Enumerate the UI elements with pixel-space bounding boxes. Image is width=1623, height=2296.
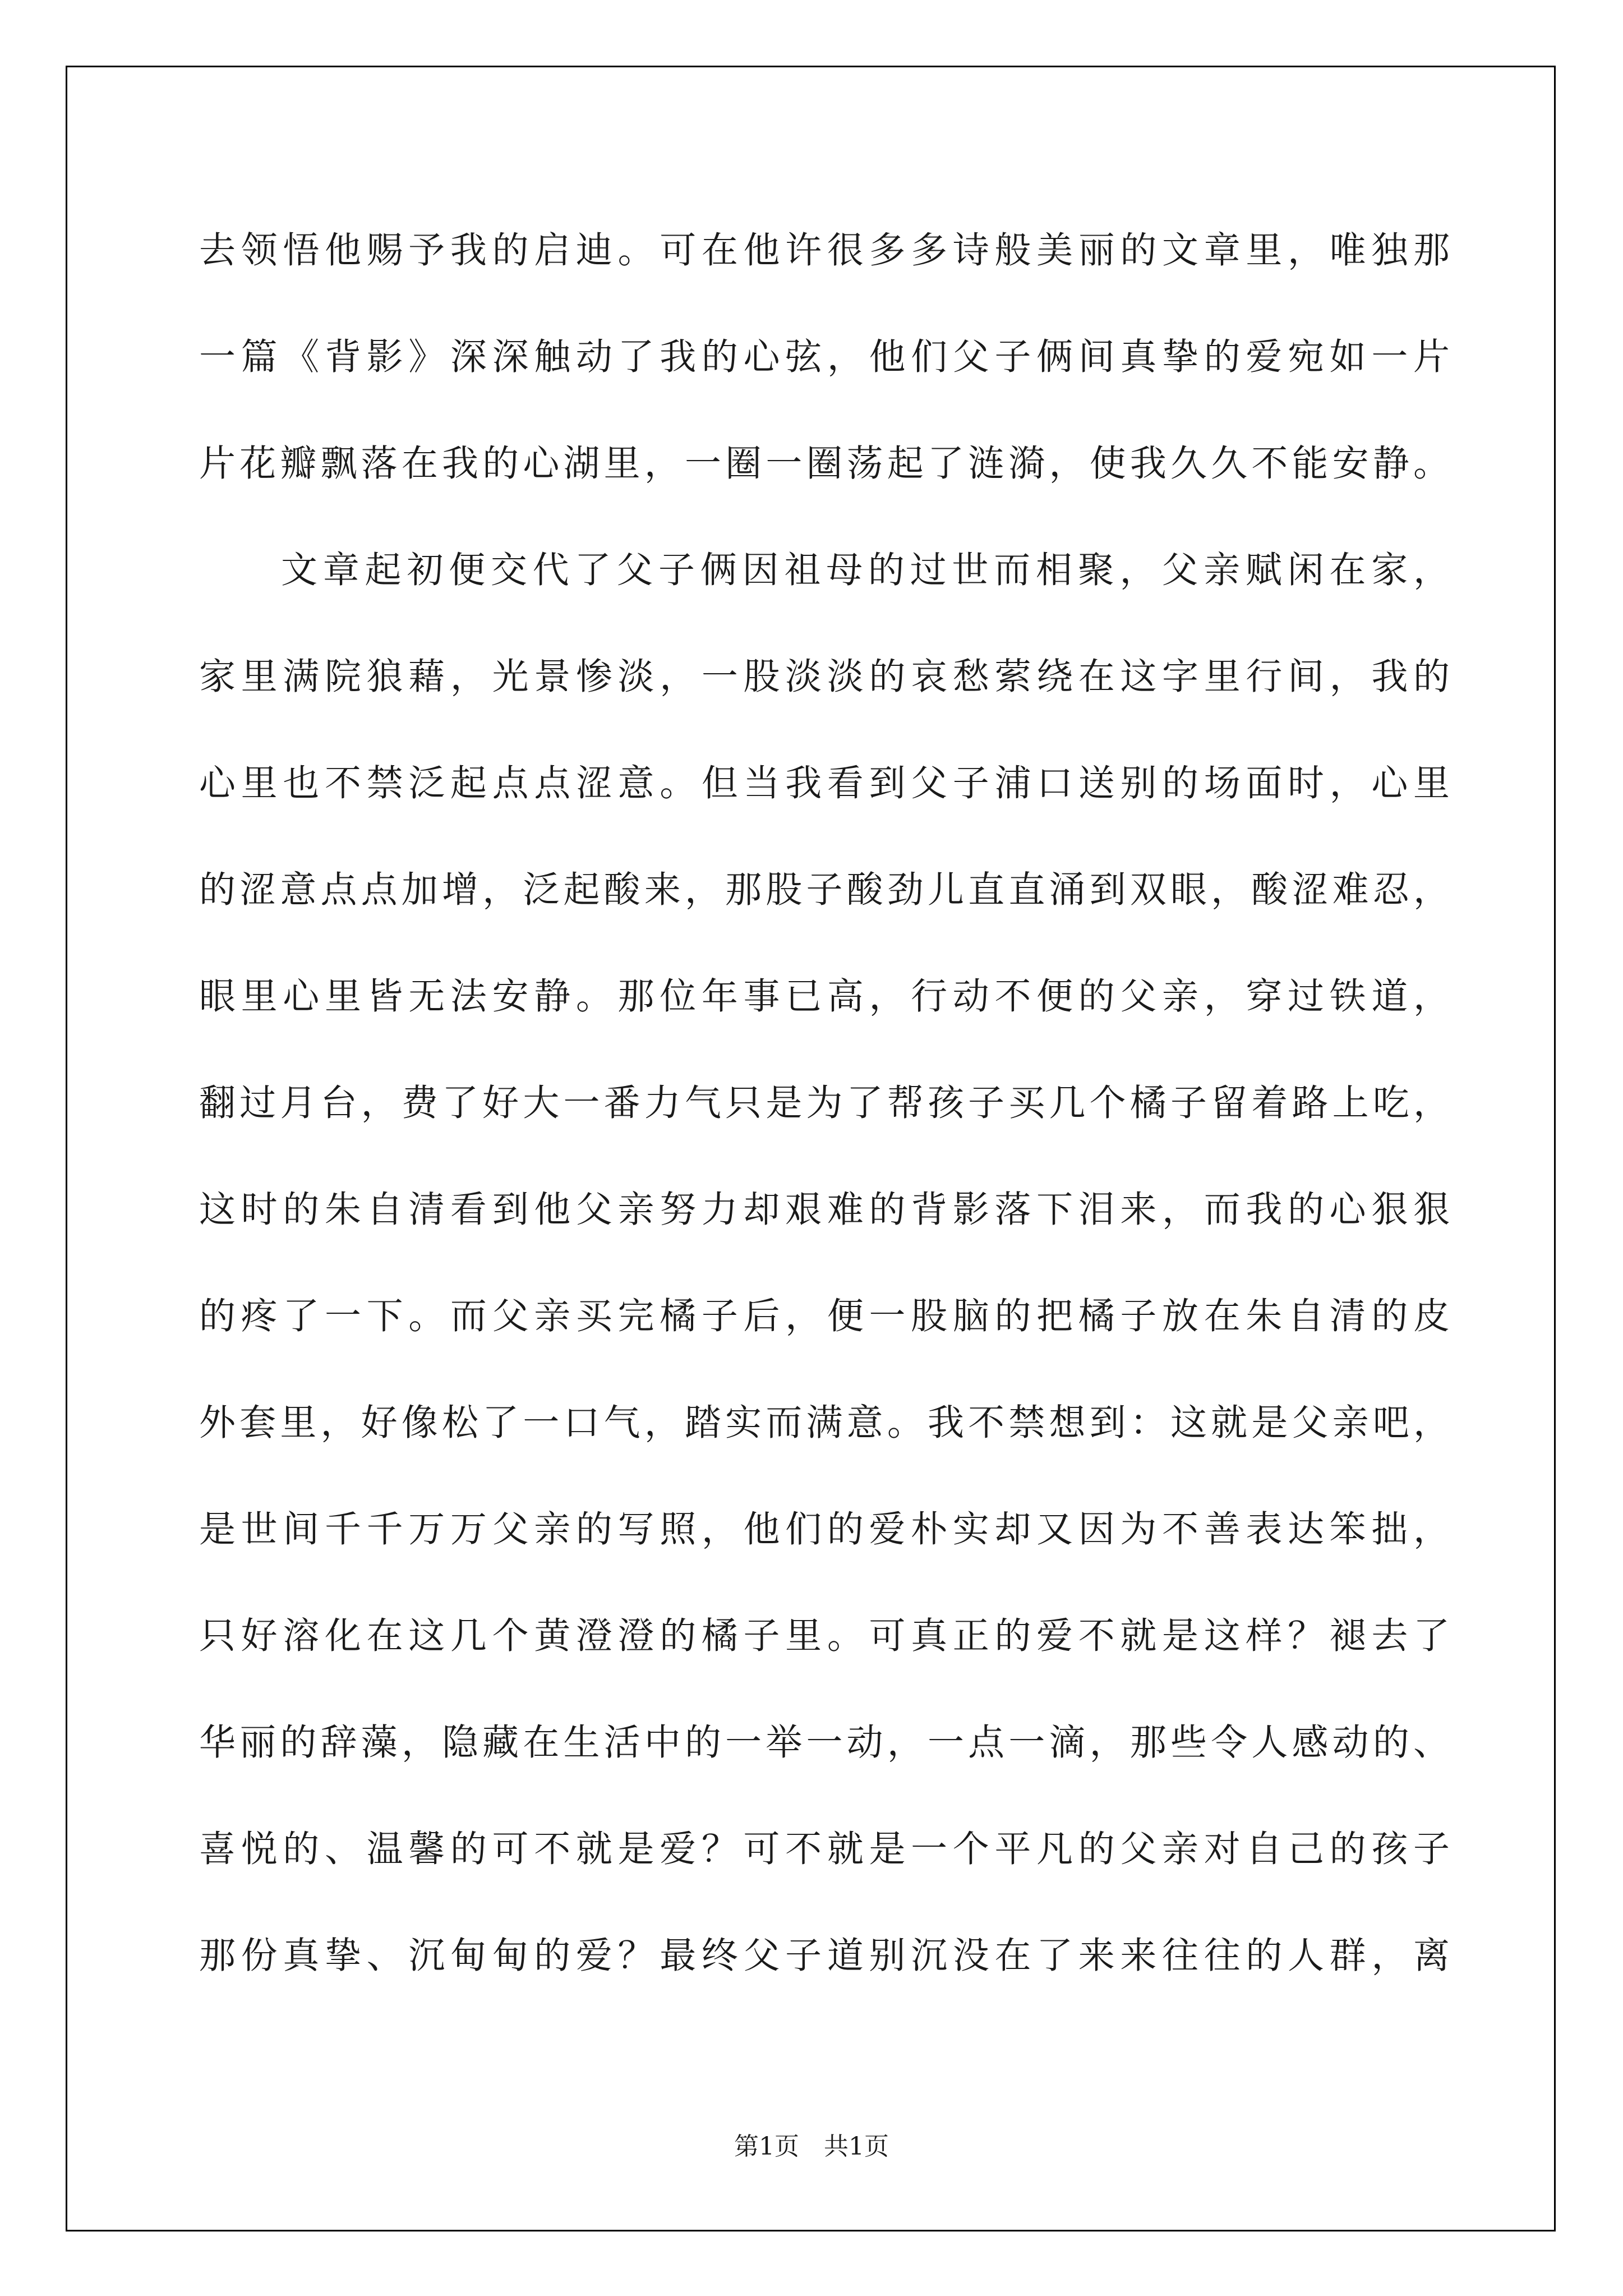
text-line: 去领悟他赐予我的启迪。可在他许很多多诗般美丽的文章里，唯独那 bbox=[199, 229, 1450, 272]
text-line: 翻过月台，费了好大一番力气只是为了帮孩子买几个橘子留着路上吃， bbox=[199, 1082, 1450, 1124]
text-line: 只好溶化在这几个黄澄澄的橘子里。可真正的爱不就是这样？褪去了 bbox=[199, 1615, 1450, 1657]
document-body bbox=[199, 197, 1450, 2009]
text-line: 那份真挚、沉甸甸的爱？最终父子道别沉没在了来来往往的人群，离 bbox=[199, 1935, 1450, 1977]
text-line-paragraph-start: 文章起初便交代了父子俩因祖母的过世而相聚，父亲赋闲在家， bbox=[281, 549, 1450, 591]
text-line: 外套里，好像松了一口气，踏实而满意。我不禁想到：这就是父亲吧， bbox=[199, 1402, 1450, 1444]
text-line: 心里也不禁泛起点点涩意。但当我看到父子浦口送别的场面时，心里 bbox=[199, 762, 1450, 804]
text-line: 片花瓣飘落在我的心湖里，一圈一圈荡起了涟漪，使我久久不能安静。 bbox=[199, 443, 1450, 485]
text-line: 是世间千千万万父亲的写照，他们的爱朴实却又因为不善表达笨拙， bbox=[199, 1508, 1450, 1550]
page-footer: 第1页 共1页 bbox=[734, 2132, 889, 2161]
text-line: 家里满院狼藉，光景惨淡，一股淡淡的哀愁萦绕在这字里行间，我的 bbox=[199, 656, 1450, 698]
text-line: 这时的朱自清看到他父亲努力却艰难的背影落下泪来，而我的心狠狠 bbox=[199, 1189, 1450, 1231]
text-line: 一篇《背影》深深触动了我的心弦，他们父子俩间真挚的爱宛如一片 bbox=[199, 336, 1450, 378]
text-line: 的疼了一下。而父亲买完橘子后，便一股脑的把橘子放在朱自清的皮 bbox=[199, 1295, 1450, 1337]
text-line: 喜悦的、温馨的可不就是爱？可不就是一个平凡的父亲对自己的孩子 bbox=[199, 1828, 1450, 1870]
text-line: 的涩意点点加增，泛起酸来，那股子酸劲儿直直涌到双眼，酸涩难忍， bbox=[199, 869, 1450, 911]
text-line: 眼里心里皆无法安静。那位年事已高，行动不便的父亲，穿过铁道， bbox=[199, 976, 1450, 1018]
text-line: 华丽的辞藻，隐藏在生活中的一举一动，一点一滴，那些令人感动的、 bbox=[199, 1722, 1450, 1764]
